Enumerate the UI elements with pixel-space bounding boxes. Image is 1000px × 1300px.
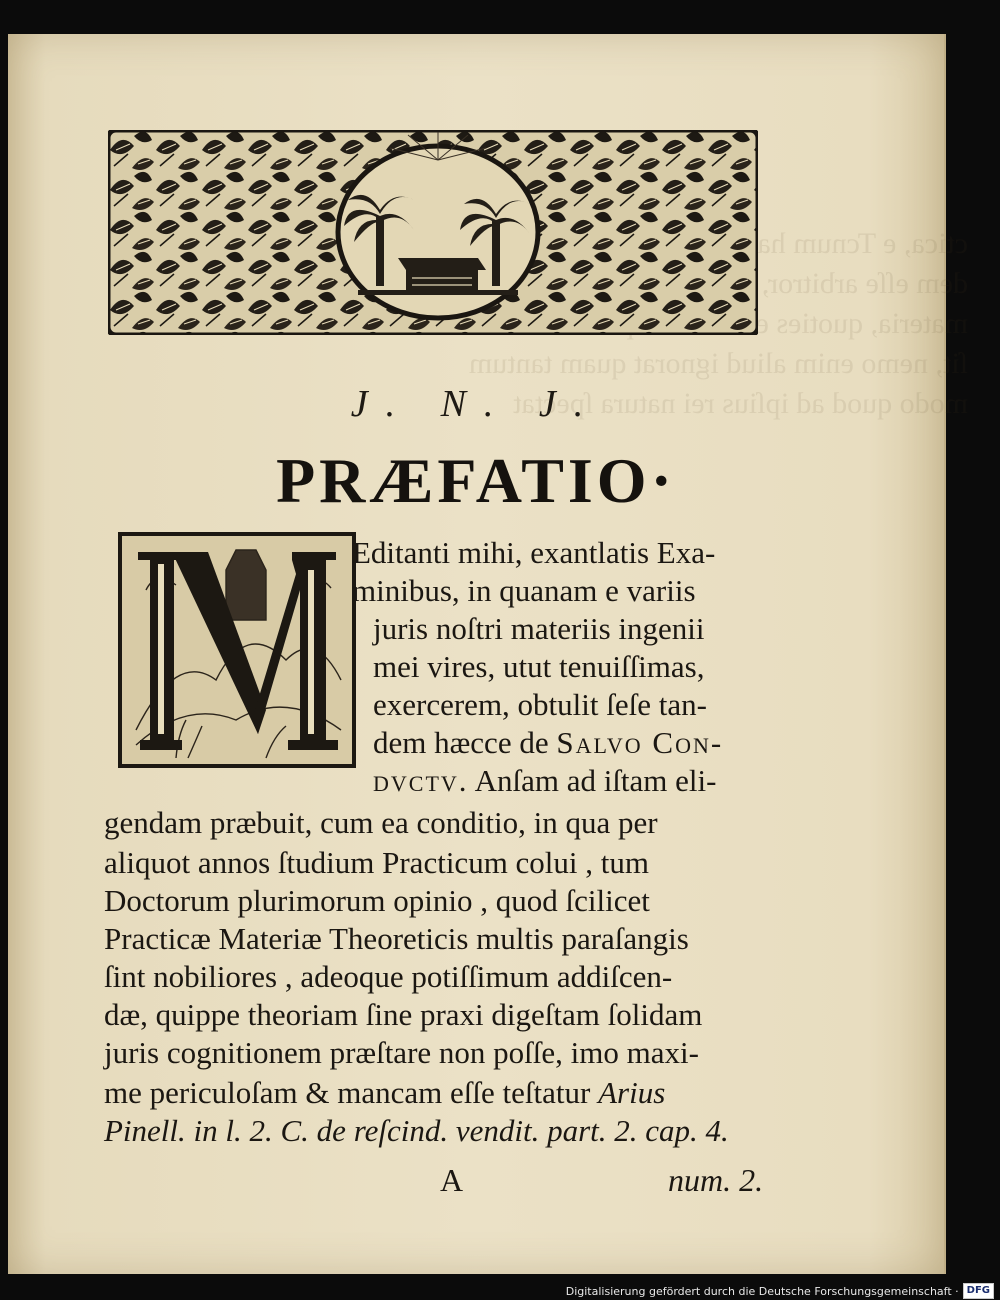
- text-line: minibus, in quanam e variis: [352, 573, 696, 608]
- text-line: ſint nobiliores , adeoque potiſſimum addiſcen-: [104, 959, 673, 994]
- text-line: juris cognitionem præſtare non poſſe, imo maxi-: [104, 1035, 699, 1070]
- text-line: [373, 724, 723, 762]
- text-line: juris noſtri materiis ingenii: [373, 611, 705, 646]
- text-line: [104, 1074, 665, 1112]
- text-line: dæ, quippe theoriam ſine praxi digeſtam ſolidam: [104, 997, 703, 1032]
- text-line: mei vires, utut tenuiſſimas,: [373, 649, 705, 684]
- show-through-text: ctica, e Tcnum hac dem eſſe arbitror, materia, quoties ſit, nemo enim aliud ignorat quam tantum modo quod ad ipſius rei natura ſpectat: [468, 227, 968, 420]
- page-title: PRÆFATIO·: [276, 445, 676, 516]
- text-line: Doctorum plurimorum opinio , quod ſcilicet: [104, 883, 650, 918]
- text-line: [373, 762, 716, 800]
- text-segment: Anſam ad iſtam eli-: [474, 763, 717, 798]
- text-line: aliquot annos ſtudium Practicum colui , tum: [104, 845, 650, 880]
- text-line: exercerem, obtulit ſeſe tan-: [373, 687, 707, 722]
- catchword: num. 2.: [668, 1162, 764, 1198]
- digitization-credit: [566, 1282, 994, 1300]
- text-line: Editanti mihi, exantlatis Exa-: [352, 535, 716, 570]
- text-line: gendam præbuit, cum ea conditio, in qua per: [104, 805, 658, 840]
- italic-citation: Arius: [598, 1075, 666, 1110]
- headpiece-woodcut-ornament: [108, 130, 758, 335]
- dfg-logo: DFG: [963, 1283, 994, 1299]
- italic-citation-line: Pinell. in l. 2. C. de reſcind. vendit. part. 2. cap. 4.: [104, 1113, 729, 1148]
- text-segment: me periculoſam & mancam eſſe teſtatur: [104, 1075, 591, 1110]
- invocation-heading: J. N. J.: [350, 383, 602, 425]
- small-caps-term: dvctv.: [373, 763, 469, 798]
- decorated-initial-m: [116, 530, 358, 770]
- text-segment: dem hæcce de: [373, 725, 549, 760]
- signature-mark: A: [440, 1162, 464, 1198]
- text-line: Practicæ Materiæ Theoreticis multis paraſangis: [104, 921, 689, 956]
- small-caps-term: Salvo Con-: [556, 725, 724, 760]
- book-page: [8, 34, 968, 1274]
- credit-text: Digitalisierung gefördert durch die Deutsche Forschungsgemeinschaft ·: [565, 1284, 959, 1298]
